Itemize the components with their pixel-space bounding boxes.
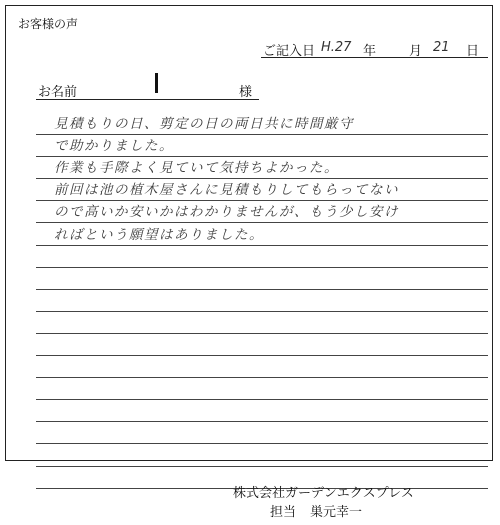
- date-label: ご記入日: [263, 44, 316, 59]
- date-day-value: 21: [433, 40, 450, 55]
- comment-line: [36, 312, 488, 334]
- date-month-suffix: 月: [409, 44, 423, 59]
- comment-line: [36, 290, 488, 312]
- comment-line: [36, 444, 488, 466]
- staff-name: 巣元幸一: [310, 505, 363, 520]
- comment-line: [36, 113, 488, 135]
- company-footer: [233, 484, 414, 522]
- comment-lines: [36, 113, 488, 489]
- comment-text: 前回は池の植木屋さんに見積もりしてもらってない: [54, 182, 399, 199]
- name-label: お名前: [38, 85, 78, 100]
- comment-text: で助かりました。: [54, 138, 174, 155]
- comment-line: [36, 378, 488, 400]
- comment-text: 作業も手際よく見ていて気持ちよかった。: [54, 160, 339, 177]
- comment-line: [36, 223, 488, 245]
- staff-role: 担当: [270, 505, 297, 520]
- name-redaction-mark: [155, 73, 158, 93]
- date-year-suffix: 年: [363, 44, 377, 59]
- comment-line: [36, 334, 488, 356]
- comment-line: [36, 201, 488, 223]
- comment-text: ので高いか安いかはわかりませんが、もう少し安け: [54, 204, 399, 221]
- form-title: お客様の声: [18, 17, 79, 31]
- date-day-suffix: 日: [466, 44, 480, 59]
- date-field: [261, 39, 488, 58]
- comment-line: [36, 422, 488, 444]
- comment-line: [36, 356, 488, 378]
- comment-line: [36, 179, 488, 201]
- comment-line: [36, 268, 488, 290]
- staff-line: [233, 503, 414, 522]
- company-name: 株式会社ガーデンエクスプレス: [233, 486, 414, 501]
- comment-line: [36, 135, 488, 157]
- comment-line: [36, 246, 488, 268]
- comment-text: ればという願望はありました。: [54, 226, 264, 243]
- comment-line: [36, 157, 488, 179]
- name-suffix: 様: [239, 85, 253, 100]
- comment-text: 見積もりの日、剪定の日の両日共に時間厳守: [54, 116, 354, 133]
- customer-voice-form: [5, 5, 493, 461]
- comment-line: [36, 400, 488, 422]
- date-year-value: H.27: [321, 40, 352, 55]
- name-field: [36, 79, 259, 100]
